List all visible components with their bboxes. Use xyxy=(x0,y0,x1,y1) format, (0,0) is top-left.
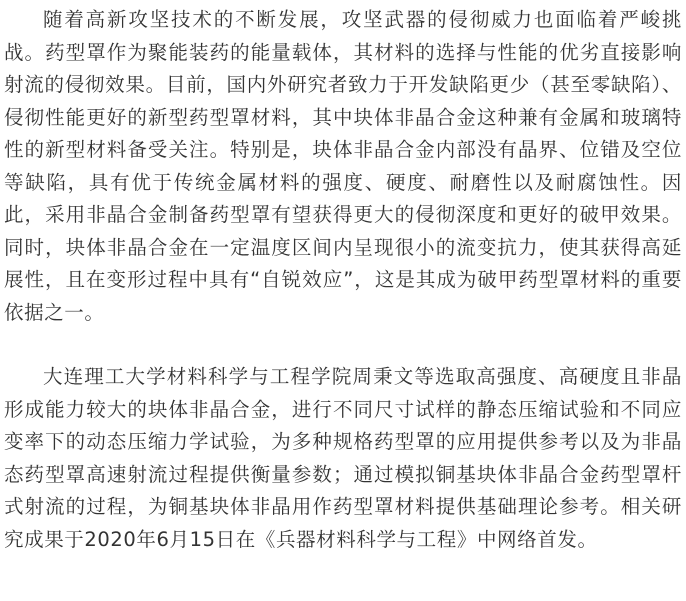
paragraph-intro: 随着高新攻坚技术的不断发展，攻坚武器的侵彻威力也面临着严峻挑战。药型罩作为聚能装药的能量载体，其材料的选择与性能的优劣直接影响射流的侵彻效果。目前，国内外研究者致力于开发缺陷更少（甚至零缺陷）、侵彻性能更好的新型药型罩材料，其中块体非晶合金这种兼有金属和玻璃特性的新型材料备受关注。特别是，块体非晶合金内部没有晶界、位错及空位等缺陷，具有优于传统金属材料的强度、硬度、耐磨性以及耐腐蚀性。因此，采用非晶合金制备药型罩有望获得更大的侵彻深度和更好的破甲效果。同时，块体非晶合金在一定温度区间内呈现很小的流变抗力，使其获得高延展性，且在变形过程中具有“自锐效应”，这是其成为破甲药型罩材料的重要依据之一。 xyxy=(4,8,682,324)
paragraph-research: 大连理工大学材料科学与工程学院周秉文等选取高强度、高硬度且非晶形成能力较大的块体非晶合金，进行不同尺寸试样的静态压缩试验和不同应变率下的动态压缩力学试验，为多种规格药型罩的应用提供参考以及为非晶态药型罩高速射流过程提供衡量参数；通过模拟铜基块体非晶合金药型罩杆式射流的过程，为铜基块体非晶用作药型罩材料提供基础理论参考。相关研究成果于2020年6月15日在《兵器材料科学与工程》中网络首发。 xyxy=(4,365,682,551)
article-body xyxy=(4,4,682,556)
